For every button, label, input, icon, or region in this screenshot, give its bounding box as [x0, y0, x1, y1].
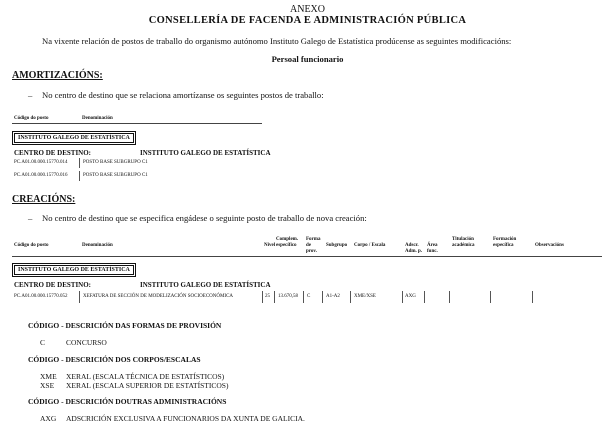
col-compl-header: Complem.	[276, 237, 299, 242]
cell-divider	[79, 291, 80, 303]
col-degree-header: Titulación	[452, 237, 474, 242]
creations-text: No centro de destino que se especifica engádese o seguinte posto de traballo de nova creación:	[42, 213, 367, 223]
table-row-name: POSTO BASE SUBGRUPO C1	[83, 173, 148, 178]
amortizations-bullet: –	[28, 90, 33, 100]
col-subgroup-header: Subgrupo	[326, 243, 348, 248]
cell-divider	[274, 291, 275, 303]
creations-bullet: –	[28, 213, 33, 223]
legend-code: XME	[40, 372, 57, 381]
entity-box: INSTITUTO GALEGO DE ESTATÍSTICA	[14, 133, 134, 143]
entity-box: INSTITUTO GALEGO DE ESTATÍSTICA	[14, 265, 134, 275]
table-rule	[12, 123, 262, 124]
col-notes-header: Observacións	[535, 243, 564, 248]
col-adscr-header-2: Adm. p.	[405, 249, 423, 254]
col-training-header: Formación	[493, 237, 517, 242]
col-code-header: Código do posto	[14, 116, 49, 121]
cell-divider	[532, 291, 533, 303]
centre-value: INSTITUTO GALEGO DE ESTATÍSTICA	[140, 281, 271, 289]
cell-divider	[262, 291, 263, 303]
col-training-header-2: específica	[493, 243, 514, 248]
table-row-forma: C	[307, 294, 311, 299]
cell-divider	[303, 291, 304, 303]
col-area-header: Área	[427, 243, 438, 248]
centre-label: CENTRO DE DESTINO:	[14, 149, 92, 157]
staff-type: Persoal funcionario	[271, 54, 344, 64]
col-forma-header-3: prov.	[306, 249, 317, 254]
legend-desc: ADSCRICIÓN EXCLUSIVA A FUNCIONARIOS DA XUNTA DE GALICIA.	[66, 414, 305, 423]
table-row-code: PC.A01.00.000.15770.014	[14, 160, 68, 165]
corps-legend-title: CÓDIGO - DESCRICIÓN DOS CORPOS/ESCALAS	[28, 355, 201, 364]
ministry-title: CONSELLERÍA DE FACENDA E ADMINISTRACIÓN PÚBLICA	[148, 15, 467, 26]
col-name-header: Denominación	[82, 243, 113, 248]
amortizations-text: No centro de destino que se relaciona amortízanse os seguintes postos de traballo:	[42, 90, 324, 100]
col-corps-header: Corpo / Escala	[354, 243, 386, 248]
col-name-header: Denominación	[82, 116, 113, 121]
table-row-code: PC.A01.00.000.15770.016	[14, 173, 68, 178]
cell-divider	[402, 291, 403, 303]
legend-code: AXG	[40, 414, 57, 423]
cell-divider	[350, 291, 351, 303]
cell-divider	[424, 291, 425, 303]
admin-legend-title: CÓDIGO - DESCRICIÓN DOUTRAS ADMINISTRACIÓNS	[28, 397, 227, 406]
legend-code: C	[40, 338, 46, 347]
col-area-header-2: func.	[427, 249, 438, 254]
table-row-compl: 13.670,58	[278, 294, 298, 299]
table-row-code: PC.A01.00.000.15770.052	[14, 294, 68, 299]
table-row-subgroup: A1-A2	[326, 294, 340, 299]
annex-title: ANEXO	[290, 4, 325, 15]
centre-value: INSTITUTO GALEGO DE ESTATÍSTICA	[140, 149, 271, 157]
table-rule	[12, 256, 602, 257]
cell-divider	[79, 171, 80, 181]
col-code-header: Código do posto	[14, 243, 49, 248]
cell-divider	[490, 291, 491, 303]
col-adscr-header: Adscr.	[405, 243, 419, 248]
creations-title: CREACIÓNS:	[12, 194, 76, 205]
legend-desc: XERAL (ESCALA SUPERIOR DE ESTATÍSTICOS)	[66, 381, 229, 390]
forms-legend-title: CÓDIGO - DESCRICIÓN DAS FORMAS DE PROVISIÓN	[28, 321, 222, 330]
table-row-corps: XME/XSE	[354, 294, 376, 299]
col-degree-header-2: académica	[452, 243, 475, 248]
intro-text: Na vixente relación de postos de traballo do organismo autónomo Instituto Galego de Estatística prodúcense as seguintes modificacións:	[42, 36, 512, 46]
centre-label: CENTRO DE DESTINO:	[14, 281, 92, 289]
col-compl-header-2: específico	[276, 243, 297, 248]
col-forma-header-2: de	[306, 243, 311, 248]
amortizations-title: AMORTIZACIÓNS:	[12, 70, 103, 81]
table-row-adscr: AXG	[405, 294, 416, 299]
legend-desc: XERAL (ESCALA TÉCNICA DE ESTATÍSTICOS)	[66, 372, 225, 381]
legend-desc: CONCURSO	[66, 338, 107, 347]
table-row-name: XEFATURA DE SECCIÓN DE MODELIZACIÓN SOCIOECONÓMICA	[83, 294, 234, 299]
col-level-header: Nivel	[264, 243, 276, 248]
cell-divider	[79, 158, 80, 168]
legend-code: XSE	[40, 381, 55, 390]
table-row-name: POSTO BASE SUBGRUPO C1	[83, 160, 148, 165]
col-forma-header: Forma	[306, 237, 321, 242]
table-row-level: 25	[265, 294, 270, 299]
cell-divider	[449, 291, 450, 303]
cell-divider	[322, 291, 323, 303]
